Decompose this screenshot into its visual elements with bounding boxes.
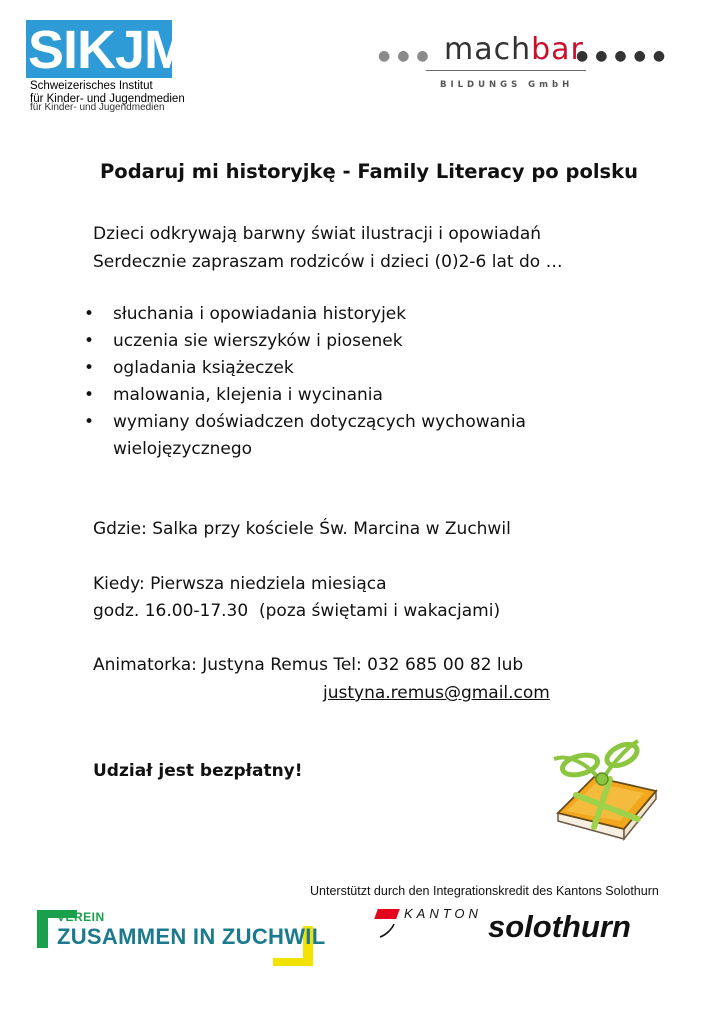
sikjm-logo-word: SIKJM <box>28 20 189 80</box>
activity-list <box>84 301 526 463</box>
machbar-logo-word <box>444 32 584 67</box>
kanton-name: solothurn <box>488 909 631 944</box>
email-link[interactable]: justyna.remus@gmail.com <box>323 683 550 703</box>
list-item-text: malowania, klejenia i wycinania <box>113 385 383 405</box>
bullet-icon: • <box>84 331 95 351</box>
list-item-text: słuchania i opowiadania historyjek <box>113 304 407 324</box>
schedule-text <box>93 571 500 625</box>
machbar-word-part2: bar <box>531 32 584 67</box>
list-item-continuation <box>84 436 526 463</box>
sikjm-logo <box>26 20 189 113</box>
machbar-dots-left: ●●● <box>378 48 436 64</box>
verein-name: ZUSAMMEN IN ZUCHWIL <box>57 924 326 949</box>
intro-line-1: Dzieci odkrywają barwny świat ilustracji i opowiadań <box>93 224 542 244</box>
verein-label: VEREIN <box>57 910 105 924</box>
schedule-line-1: Kiedy: Pierwsza niedziela miesiąca <box>93 574 387 594</box>
bullet-icon: • <box>84 358 95 378</box>
list-item-text: wymiany doświadczen dotyczących wychowania <box>113 412 526 432</box>
support-text: Unterstützt durch den Integrationskredit des Kantons Solothurn <box>310 884 659 898</box>
free-entry-text: Udział jest bezpłatny! <box>93 761 303 781</box>
bullet-icon: • <box>84 385 95 405</box>
sikjm-logo-line1: Schweizerisches Institut <box>30 80 153 92</box>
bullet-icon: • <box>84 412 95 432</box>
intro-line-2: Serdecznie zapraszam rodziców i dzieci (0)2-6 lat do … <box>93 252 563 272</box>
kanton-solothurn-logo <box>376 905 666 955</box>
sikjm-logo-line3: für Kinder- und Jugendmedien <box>30 102 165 113</box>
machbar-logo <box>376 28 673 96</box>
sikjm-logo-block <box>26 20 189 80</box>
list-item <box>84 355 526 382</box>
schedule-line-2: godz. 16.00-17.30 (poza świętami i wakacjami) <box>93 601 501 621</box>
machbar-word-part1: mach <box>444 32 532 67</box>
kanton-swoosh-icon <box>378 923 396 939</box>
list-item-text: uczenia sie wierszyków i piosenek <box>113 331 403 351</box>
list-item <box>84 328 526 355</box>
book-illustration <box>540 735 662 849</box>
bullet-icon: • <box>84 304 95 324</box>
intro-text <box>93 220 563 276</box>
machbar-dots-right: ●●●●● <box>576 48 673 64</box>
location-text: Gdzie: Salka przy kościele Św. Marcina w Zuchwil <box>93 519 511 539</box>
verein-yellow-bar-horizontal <box>273 958 313 966</box>
kanton-flag-icon <box>374 909 400 919</box>
list-item <box>84 409 526 436</box>
kanton-label: KANTON <box>404 906 482 921</box>
list-item-text: ogladania książeczek <box>113 358 294 378</box>
book-with-ribbon-icon <box>540 735 662 849</box>
list-item-text: wielojęzycznego <box>113 439 253 459</box>
sikjm-logo-line2: für Kinder- und Jugendmedien <box>30 93 185 105</box>
contact-text: Animatorka: Justyna Remus Tel: 032 685 00 82 lub <box>93 655 524 675</box>
verein-zuchwil-logo <box>37 910 326 966</box>
list-item <box>84 382 526 409</box>
machbar-underline <box>426 70 586 71</box>
page-title: Podaruj mi historyjkę - Family Literacy po polsku <box>100 160 638 183</box>
machbar-subtitle: BILDUNGS GmbH <box>440 80 574 90</box>
list-item <box>84 301 526 328</box>
